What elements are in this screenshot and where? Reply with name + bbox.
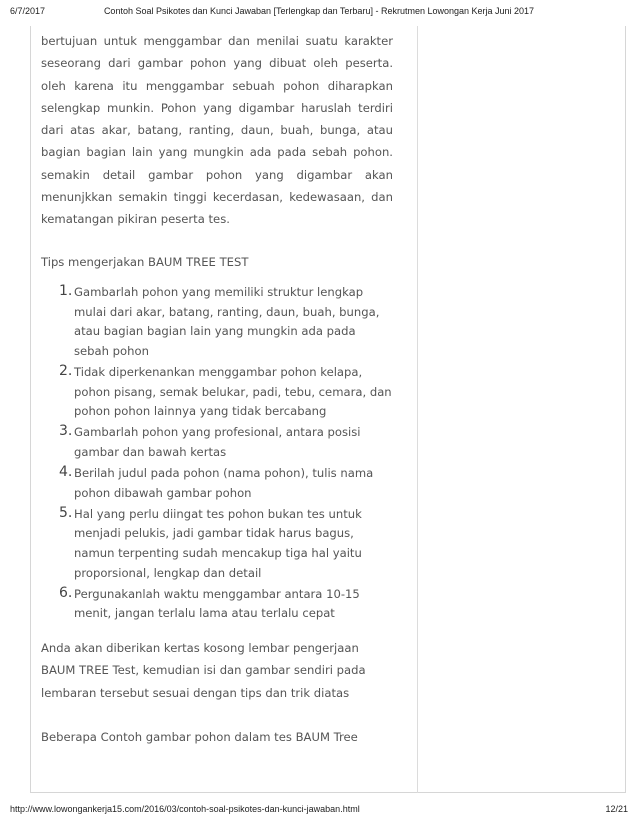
list-number: 1. [59, 282, 73, 299]
print-date: 6/7/2017 [10, 6, 46, 16]
list-item-text: Berilah judul pada pohon (nama pohon), tulis nama pohon dibawah gambar pohon [74, 466, 374, 500]
list-number: 5. [59, 504, 73, 521]
list-item [41, 585, 393, 624]
intro-paragraph: bertujuan untuk menggambar dan menilai suatu karakter seseorang dari gambar pohon yang dibuat oleh peserta. oleh karena itu menggambar sebuah pohon diharapkan selengkap munkin. Pohon yang digambar haruslah terdiri dari atas akar, batang, ranting, daun, buah, bunga, atau bagian bagian lain yang mungkin ada pada sebah pohon. semakin detail gambar pohon yang digambar akan menunjkkan semakin tinggi kecerdasan, kedewasaan, dan kematangan pikiran peserta tes. [41, 34, 393, 227]
list-item [41, 363, 393, 422]
sidebar-divider [417, 26, 418, 793]
source-url: http://www.lowongankerja15.com/2016/03/contoh-soal-psikotes-dan-kunci-jawaban.html [10, 804, 360, 814]
closing-paragraph: Anda akan diberikan kertas kosong lembar pengerjaan BAUM TREE Test, kemudian isi dan gambar sendiri pada lembaran tersebut sesuai dengan tips dan trik diatas [41, 641, 366, 700]
print-header [10, 6, 628, 20]
article-body [41, 30, 393, 748]
page-title: Contoh Soal Psikotes dan Kunci Jawaban [Terlengkap dan Terbaru] - Rekrutmen Lowongan Kerja Juni 2017 [103, 6, 535, 16]
tips-list [41, 283, 393, 624]
list-number: 2. [59, 362, 73, 379]
list-item-text: Gambarlah pohon yang memiliki struktur lengkap mulai dari akar, batang, ranting, daun, buah, bunga, atau bagian bagian lain yang mungkin ada pada sebah pohon [74, 284, 380, 358]
list-item-text: Gambarlah pohon yang profesional, antara posisi gambar dan bawah kertas [74, 425, 361, 459]
tips-heading: Tips mengerjakan BAUM TREE TEST [41, 254, 249, 269]
list-item [41, 505, 393, 583]
list-number: 4. [59, 464, 73, 481]
list-item [41, 423, 393, 462]
list-item [41, 464, 393, 503]
list-item-text: Tidak diperkenankan menggambar pohon kelapa, pohon pisang, semak belukar, padi, tebu, cemara, dan pohon pohon lainnya yang tidak bercabang [74, 364, 392, 419]
list-item-text: Hal yang perlu diingat tes pohon bukan tes untuk menjadi pelukis, jadi gambar tidak harus bagus, namun terpenting sudah mencakup tiga hal yaitu proporsional, lengkap dan detail [74, 506, 362, 580]
examples-heading: Beberapa Contoh gambar pohon dalam tes BAUM Tree [41, 729, 358, 744]
list-item [41, 283, 393, 361]
list-number: 6. [59, 584, 73, 601]
page-number: 12/21 [605, 804, 628, 814]
list-number: 3. [59, 423, 73, 440]
print-footer [10, 804, 628, 816]
list-item-text: Pergunakanlah waktu menggambar antara 10-15 menit, jangan terlalu lama atau terlalu cepat [74, 586, 360, 621]
